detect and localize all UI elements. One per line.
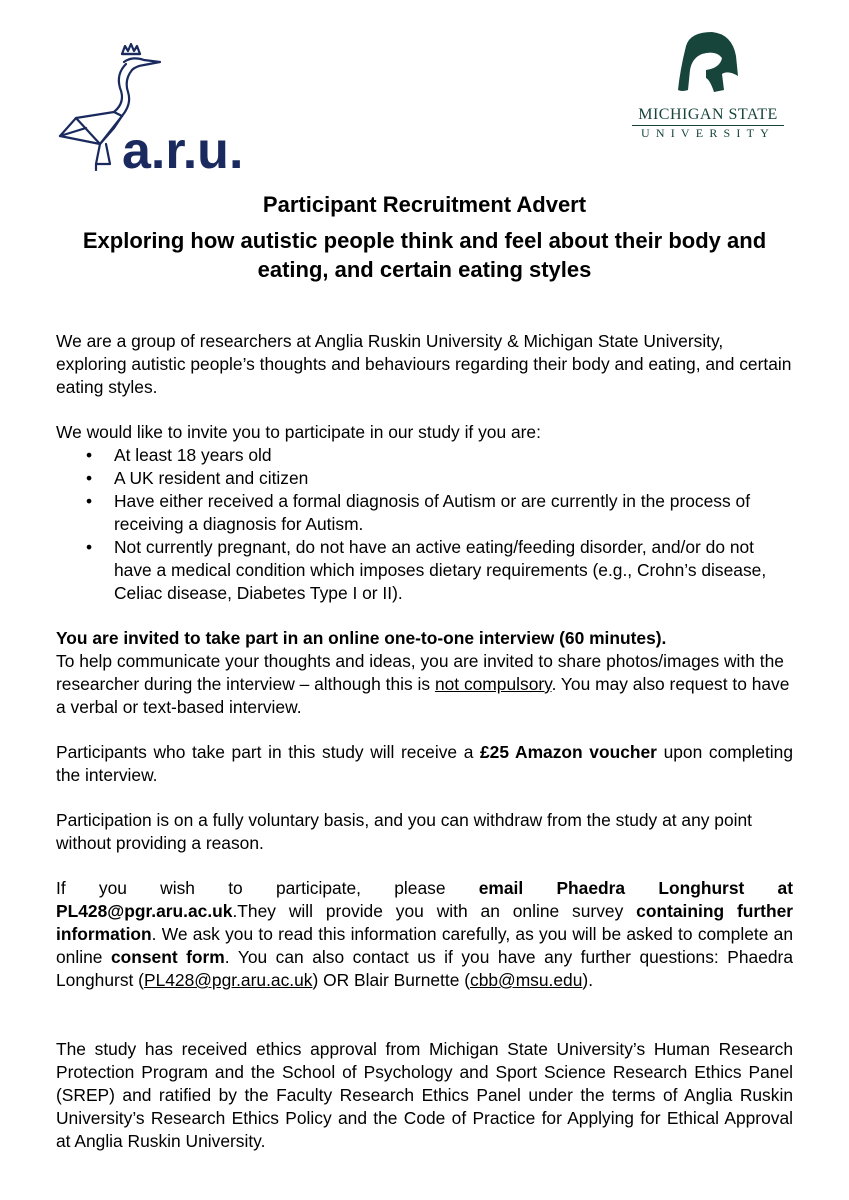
msu-logo bbox=[628, 30, 788, 145]
contact-consent-form: consent form bbox=[110, 947, 225, 967]
voucher-text-before: Participants who take part in this study will receive a bbox=[56, 742, 480, 762]
page-subtitle: Exploring how autistic people think and feel about their body and eating, and certain eating styles bbox=[82, 228, 767, 282]
email-link-phaedra[interactable]: PL428@pgr.aru.ac.uk bbox=[143, 970, 313, 990]
voucher-paragraph bbox=[56, 741, 793, 787]
contact-further-info: containing further information bbox=[56, 901, 794, 944]
criteria-list bbox=[56, 444, 793, 605]
not-compulsory-text: not compulsory bbox=[434, 674, 552, 694]
contact-text-8: ) OR Blair Burnette ( bbox=[312, 970, 470, 990]
contact-text-3: .They will provide you with an online survey bbox=[232, 901, 637, 921]
page-title: Participant Recruitment Advert bbox=[262, 192, 587, 217]
interview-text-after: . You may also request to have a verbal or text-based interview. bbox=[56, 674, 790, 717]
aru-logo bbox=[56, 40, 256, 175]
contact-text-9: ). bbox=[582, 970, 594, 990]
aru-logo-text: a.r.u. bbox=[122, 122, 244, 175]
criteria-item: • A UK resident and citizen bbox=[56, 467, 793, 490]
interview-text-before: To help communicate your thoughts and ideas, you are invited to share photos/images with the researcher during the interview – although this is bbox=[56, 651, 784, 694]
interview-heading bbox=[56, 627, 793, 650]
intro-paragraph: We are a group of researchers at Anglia Ruskin University & Michigan State University, exploring autistic people’s thoughts and behaviours regarding their body and eating, and certain eating styles. bbox=[56, 331, 792, 397]
voucher-text-after: upon completing the interview. bbox=[56, 742, 793, 785]
contact-text-7: . You can also contact us if you have any further questions: Phaedra Longhurst ( bbox=[56, 947, 793, 990]
criteria-item: • At least 18 years old bbox=[56, 444, 793, 467]
contact-line-1 bbox=[56, 877, 793, 900]
header bbox=[56, 192, 793, 284]
voucher-amount: £25 Amazon voucher bbox=[480, 742, 657, 762]
interview-paragraph bbox=[56, 650, 793, 719]
contact-paragraph bbox=[56, 877, 793, 992]
interview-bold-line: You are invited to take part in an online one-to-one interview (60 minutes). bbox=[56, 628, 667, 648]
contact-text-5: . We ask you to read this information carefully, as you will be asked to complete an online bbox=[56, 924, 793, 967]
msu-logo-university: UNIVERSITY bbox=[641, 126, 775, 140]
contact-email-bold[interactable]: PL428@pgr.aru.ac.uk bbox=[56, 901, 233, 921]
msu-logo-name: MICHIGAN STATE bbox=[638, 106, 778, 123]
heron-crown-icon bbox=[56, 40, 256, 175]
criteria-item: • Not currently pregnant, do not have an active eating/feeding disorder, and/or do not have a medical condition which imposes dietary requirements (e.g., Crohn’s disease, Celiac disease, Diabetes Type I or II). bbox=[56, 536, 793, 605]
contact-email-label: email Phaedra Longhurst at bbox=[478, 878, 793, 898]
spartan-helmet-icon bbox=[628, 30, 788, 102]
email-link-blair[interactable]: cbb@msu.edu bbox=[470, 970, 583, 990]
ethics-paragraph: The study has received ethics approval from Michigan State University’s Human Research Protection Program and the School of Psychology and Sport Science Research Ethics Panel (SREP) and ratified by the Faculty Research Ethics Panel under the terms of Anglia Ruskin University’s Research Ethics Policy and the Code of Practice for Applying for Ethical Approval at Anglia Ruskin University. bbox=[56, 1039, 793, 1151]
criteria-item: • Have either received a formal diagnosis of Autism or are currently in the process of receiving a diagnosis for Autism. bbox=[56, 490, 793, 536]
voluntary-paragraph: Participation is on a fully voluntary basis, and you can withdraw from the study at any point without providing a reason. bbox=[56, 810, 752, 853]
contact-line-rest bbox=[56, 900, 793, 992]
advert-body bbox=[56, 330, 793, 1153]
invite-line: We would like to invite you to participate in our study if you are: bbox=[56, 422, 541, 442]
contact-text-1: If you wish to participate, please bbox=[56, 878, 446, 898]
